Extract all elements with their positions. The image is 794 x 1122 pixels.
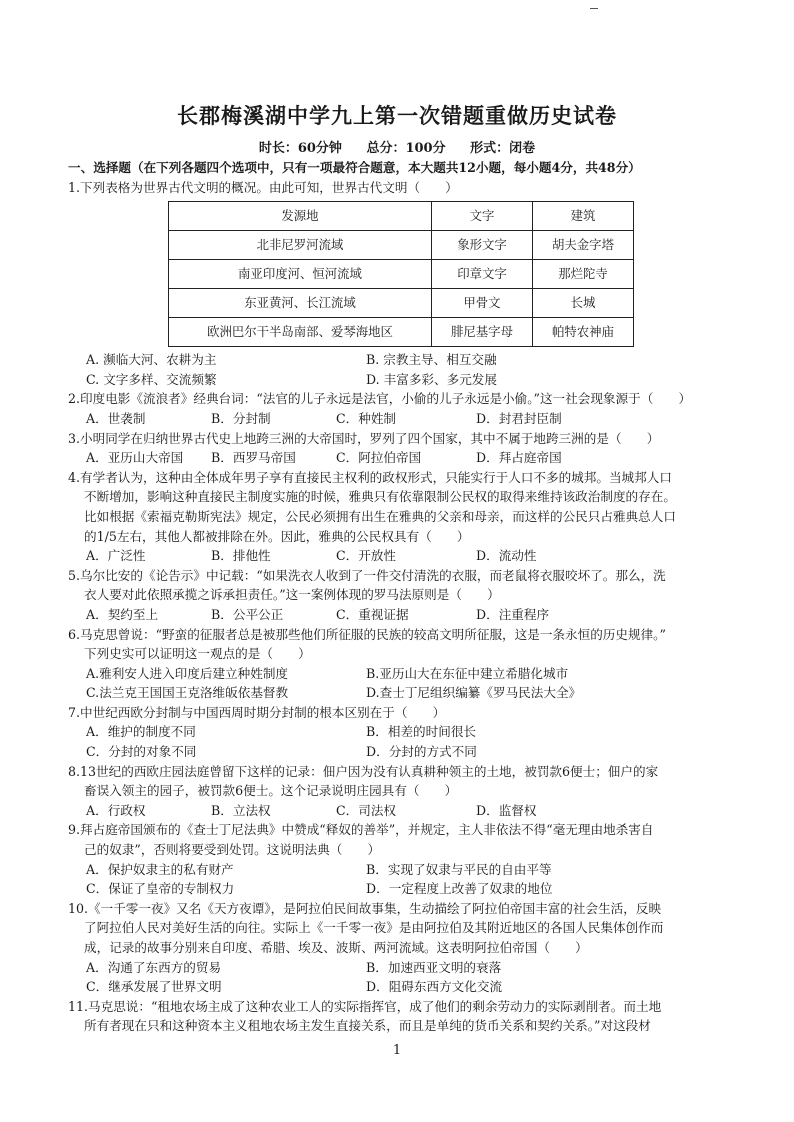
- table-cell: 北非尼罗河流域: [169, 231, 432, 260]
- question-8: [68, 762, 728, 821]
- question-stem: 2.印度电影《流浪者》经典台词：“法官的儿子永远是法官，小偷的儿子永远是小偷。”这一社会现象源于（ ）: [68, 391, 692, 407]
- option-c: C．分封的对象不同: [86, 744, 197, 760]
- scan-mark: [590, 8, 598, 9]
- options: [68, 722, 728, 761]
- option-d: D．注重程序: [476, 606, 550, 622]
- option-d: D．拜占庭帝国: [476, 450, 562, 466]
- option-a: A．广泛性: [86, 548, 146, 564]
- table-row: [169, 231, 634, 260]
- option-d: D．一定程度上改善了奴隶的地位: [366, 881, 553, 897]
- table-cell: 长城: [533, 289, 634, 318]
- options: [68, 801, 728, 821]
- exam-time: 时长：60分钟: [258, 141, 342, 156]
- table-header: 建筑: [533, 202, 634, 231]
- table-header: 发源地: [169, 202, 432, 231]
- question-line: 成，记录的故事分别来自印度、希腊、埃及、波斯、两河流域。这表明阿拉伯帝国（ ）: [84, 940, 588, 955]
- question-line: 8.13世纪的西欧庄园法庭曾留下这样的记录：佃户因为没有认真耕种领主的土地，被罚款6便士；佃户的家: [68, 763, 659, 779]
- question-line: 下列史实可以证明这一观点的是（ ）: [84, 646, 311, 662]
- option-d: D.查士丁尼组织编纂《罗马民法大全》: [366, 685, 582, 701]
- question-stem: 3.小明同学在归纳世界古代史上地跨三洲的大帝国时，罗列了四个国家，其中不属于地跨三洲的是（ ）: [68, 430, 660, 446]
- page-number: 1: [392, 1043, 402, 1058]
- question-line: 的1/5左右，其他人都被排除在外。因此，雅典的公民权具有（ ）: [84, 528, 470, 544]
- table-cell: 胡夫金字塔: [533, 231, 634, 260]
- section-heading: 一、选择题（在下列各题四个选项中，只有一项最符合题意，本大题共12小题，每小题4分，共48分）: [68, 160, 641, 175]
- option-a: A. 濒临大河、农耕为主: [86, 352, 217, 368]
- option-c: C．继承发展了世界文明: [86, 979, 222, 995]
- question-1: [68, 178, 728, 390]
- exam-title: 长郡梅溪湖中学九上第一次错题重做历史试卷: [177, 103, 617, 128]
- table-header: 文字: [432, 202, 533, 231]
- exam-meta: [0, 137, 794, 156]
- option-c: C．司法权: [336, 802, 397, 818]
- table-header-row: [169, 202, 634, 231]
- question-line: 不断增加，影响这种直接民主制度实施的时候，雅典只有依靠限制公民权的取得来维持该政治制度的存在。: [84, 489, 676, 505]
- question-line: 己的奴隶”，否则将要受到处罚。这说明法典（ ）: [84, 842, 381, 858]
- table-row: [169, 260, 634, 289]
- option-b: B．立法权: [211, 802, 271, 818]
- option-d: D．封君封臣制: [476, 410, 562, 426]
- option-c: C．保证了皇帝的专制权力: [86, 881, 235, 897]
- table-cell: 帕特农神庙: [533, 318, 634, 347]
- option-c: C．种姓制: [336, 410, 397, 426]
- exam-form: 形式：闭卷: [470, 141, 536, 156]
- question-line: 5.乌尔比安的《论告示》中记载：“如果洗衣人收到了一件交付清洗的衣服，而老鼠将衣服咬坏了。那么，洗: [68, 567, 666, 583]
- option-c: C．开放性: [336, 548, 397, 564]
- table-row: [169, 318, 634, 347]
- exam-score: 总分：100分: [366, 141, 446, 156]
- question-stem: 1.下列表格为世界古代文明的概况。由此可知，世界古代文明（ ）: [68, 179, 458, 195]
- table-cell: 欧洲巴尔干半岛南部、爱琴海地区: [169, 318, 432, 347]
- option-d: D．监督权: [476, 802, 537, 818]
- question-7: [68, 703, 728, 762]
- question-11: [68, 997, 728, 1036]
- option-a: A．契约至上: [86, 606, 159, 622]
- question-6: [68, 625, 728, 703]
- option-b: B.亚历山大在东征中建立希腊化城市: [366, 665, 569, 681]
- option-b: B．公平公正: [211, 606, 284, 622]
- question-line: 衣人要对此依照承揽之诉承担责任。”这一案例体现的罗马法原则是（ ）: [84, 587, 500, 603]
- question-line: 所有者现在只和这种资本主义租地农场主发生直接关系，而且是单纯的货币关系和契约关系。”对这段材: [84, 1018, 651, 1034]
- question-line: 10.《一千零一夜》又名《天方夜谭》，是阿拉伯民间故事集，生动描绘了阿拉伯帝国丰富的社会生活，反映: [68, 900, 662, 916]
- option-d: D. 丰富多彩、多元发展: [366, 371, 497, 387]
- question-line: 4.有学者认为，这种由全体成年男子享有直接民主权利的政权形式，只能实行于人口不多的城邦。当城邦人口: [68, 469, 672, 485]
- option-b: B．加速西亚文明的衰落: [366, 959, 502, 975]
- option-b: B．分封制: [211, 410, 271, 426]
- option-a: A．行政权: [86, 802, 146, 818]
- exam-content: [68, 158, 728, 1036]
- options: [68, 448, 728, 468]
- option-b: B．排他性: [211, 548, 271, 564]
- question-3: [68, 429, 728, 468]
- options: [68, 860, 728, 899]
- table-cell: 南亚印度河、恒河流域: [169, 260, 432, 289]
- table-cell: 东亚黄河、长江流域: [169, 289, 432, 318]
- question-line: 9.拜占庭帝国颁布的《查士丁尼法典》中赞成“释奴的善举”，并规定，主人非依法不得“毫无理由地杀害自: [68, 822, 654, 838]
- option-d: D．分封的方式不同: [366, 744, 477, 760]
- option-c: C.法兰克王国国王克洛维皈依基督教: [86, 685, 289, 701]
- option-a: A．沟通了东西方的贸易: [86, 959, 222, 975]
- option-b: B．相差的时间很长: [366, 724, 477, 740]
- option-a: A．保护奴隶主的私有财产: [86, 861, 234, 877]
- option-b: B. 宗教主导、相互交融: [366, 352, 497, 368]
- table-cell: 象形文字: [432, 231, 533, 260]
- options: [68, 958, 728, 997]
- option-b: B．实现了奴隶与平民的自由平等: [366, 861, 552, 877]
- table-cell: 印章文字: [432, 260, 533, 289]
- question-stem: 7.中世纪西欧分封制与中国西周时期分封制的根本区别在于（ ）: [68, 704, 446, 720]
- table-cell: 腓尼基字母: [432, 318, 533, 347]
- question-line: 了阿拉伯人民对美好生活的向往。实际上《一千零一夜》是由阿拉伯及其附近地区的各国人民集体创作而: [84, 920, 664, 936]
- civilization-table: [168, 201, 634, 347]
- question-9: [68, 820, 728, 898]
- option-a: A.雅利安人进入印度后建立种姓制度: [86, 665, 289, 681]
- options: [68, 605, 728, 625]
- question-5: [68, 566, 728, 625]
- options: [68, 350, 728, 389]
- options: [68, 409, 728, 429]
- question-line: 6.马克思曾说：“野蛮的征服者总是被那些他们所征服的民族的较高文明所征服，这是一条永恒的历史规律。”: [68, 626, 666, 642]
- question-10: [68, 899, 728, 997]
- option-c: C. 文字多样、交流频繁: [86, 371, 217, 387]
- options: [68, 546, 728, 566]
- table-cell: 甲骨文: [432, 289, 533, 318]
- question-2: [68, 389, 728, 428]
- option-c: C．重视证据: [336, 606, 409, 622]
- options: [68, 664, 728, 703]
- question-line: 比如根据《索福克勒斯宪法》规定，公民必须拥有出生在雅典的父亲和母亲，而这样的公民只占雅典总人口: [84, 508, 676, 524]
- option-d: D．流动性: [476, 548, 537, 564]
- option-c: C．阿拉伯帝国: [336, 450, 422, 466]
- table-cell: 那烂陀寺: [533, 260, 634, 289]
- option-a: A．维护的制度不同: [86, 724, 196, 740]
- option-b: B．西罗马帝国: [211, 450, 296, 466]
- option-d: D．阻碍东西方文化交流: [366, 979, 503, 995]
- option-a: A．亚历山大帝国: [86, 450, 184, 466]
- option-a: A．世袭制: [86, 410, 146, 426]
- question-4: [68, 468, 728, 566]
- question-line: 畜误入领主的园子，被罚款6便士。这个记录说明庄园具有（ ）: [84, 783, 458, 799]
- table-row: [169, 289, 634, 318]
- question-line: 11.马克思说：“租地农场主成了这种农业工人的实际指挥官，成了他们的剩余劳动力的实际剥削者。而土地: [68, 998, 662, 1014]
